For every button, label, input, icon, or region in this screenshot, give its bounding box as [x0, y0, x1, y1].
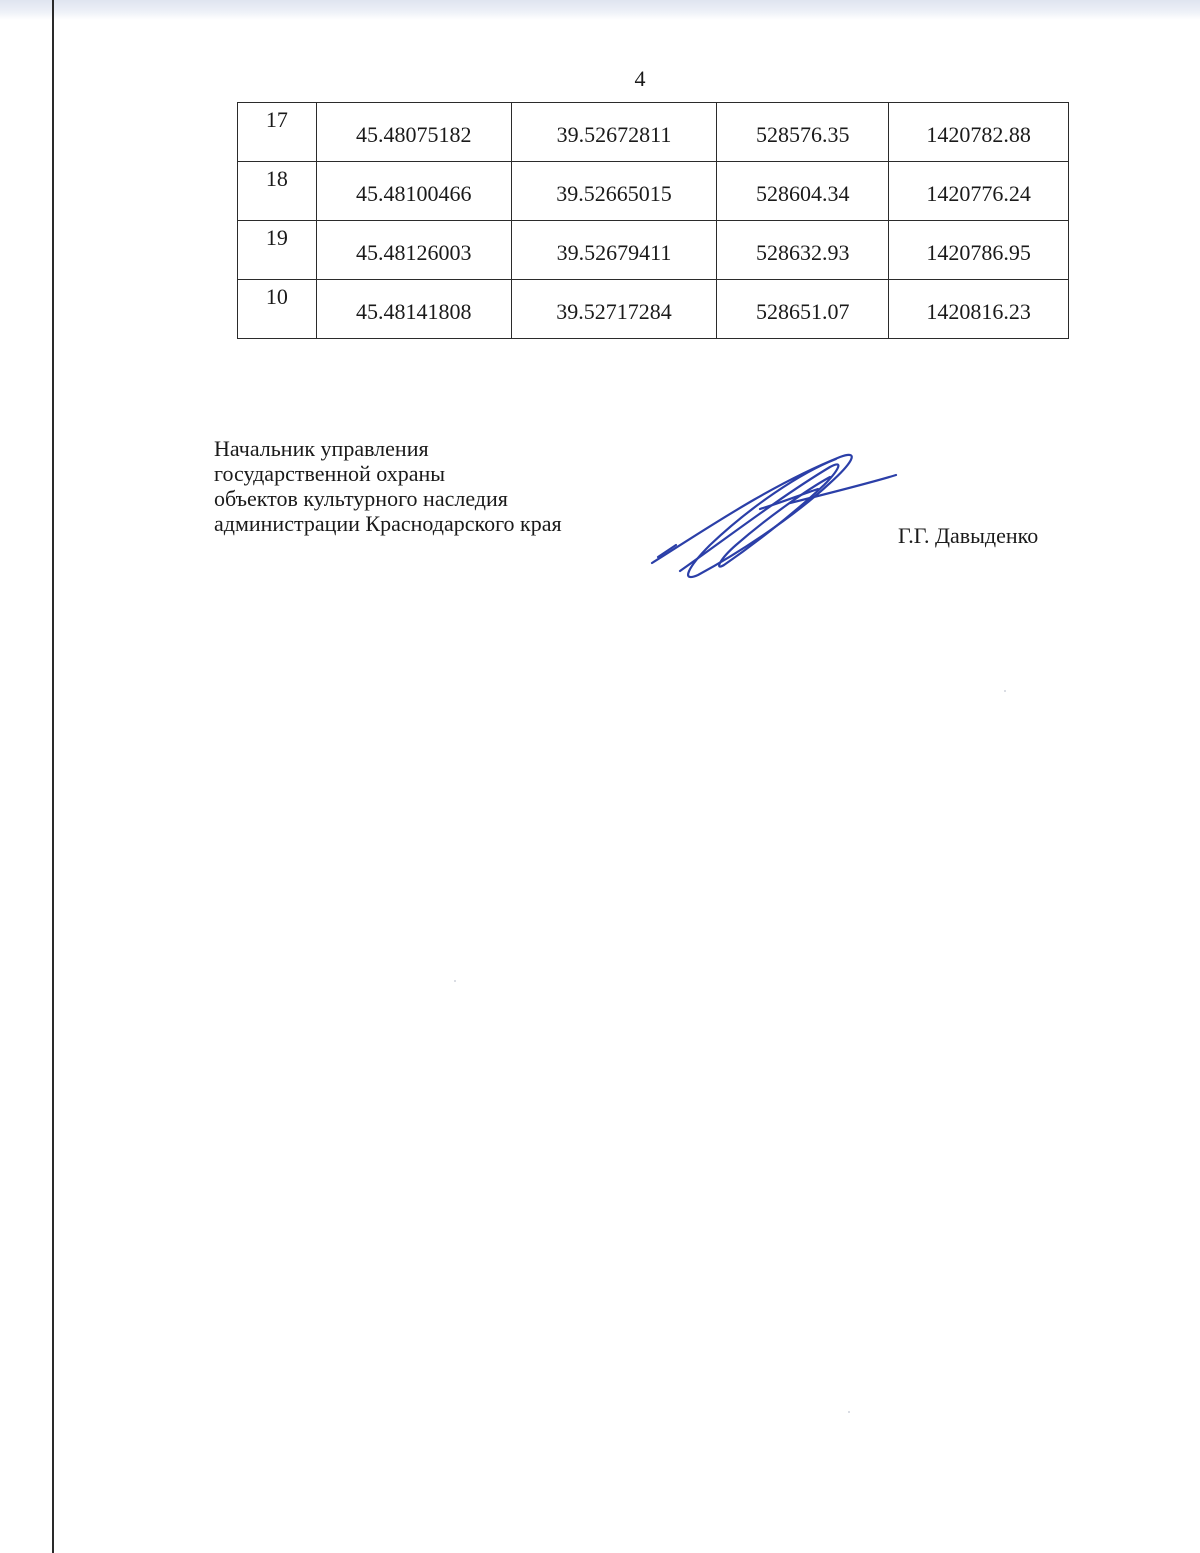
table-cell: 45.48126003	[316, 221, 511, 280]
table-cell: 528604.34	[717, 162, 889, 221]
table-cell: 45.48141808	[316, 280, 511, 339]
table-cell: 1420776.24	[889, 162, 1069, 221]
table-cell: 1420786.95	[889, 221, 1069, 280]
signatory-title-line: администрации Краснодарского края	[214, 511, 562, 536]
scan-top-band	[0, 0, 1200, 20]
point-number: 19	[238, 221, 317, 280]
table-cell: 45.48100466	[316, 162, 511, 221]
coordinates-table	[237, 102, 1069, 339]
scan-speck	[848, 1411, 850, 1413]
point-number: 10	[238, 280, 317, 339]
signatory-title-line: государственной охраны	[214, 461, 446, 486]
table-cell: 528576.35	[717, 103, 889, 162]
table-cell: 528632.93	[717, 221, 889, 280]
handwritten-signature	[640, 445, 900, 585]
scan-speck	[1004, 690, 1006, 692]
table-cell: 39.52679411	[511, 221, 717, 280]
table-cell: 39.52672811	[511, 103, 717, 162]
table-cell: 39.52665015	[511, 162, 717, 221]
scan-speck	[454, 980, 456, 982]
table-row	[238, 221, 1069, 280]
point-number: 17	[238, 103, 317, 162]
signatory-title	[214, 436, 562, 536]
table-row	[238, 162, 1069, 221]
table-row	[238, 280, 1069, 339]
signatory-title-line: Начальник управления	[214, 436, 429, 461]
table-cell: 1420782.88	[889, 103, 1069, 162]
table-cell: 39.52717284	[511, 280, 717, 339]
signatory-name: Г.Г. Давыденко	[898, 523, 1039, 548]
table-cell: 528651.07	[717, 280, 889, 339]
table-row	[238, 103, 1069, 162]
table-cell: 45.48075182	[316, 103, 511, 162]
point-number: 18	[238, 162, 317, 221]
table-cell: 1420816.23	[889, 280, 1069, 339]
signature-strokes	[652, 455, 896, 577]
signatory-title-line: объектов культурного наследия	[214, 486, 508, 511]
scan-left-edge	[52, 0, 54, 1553]
page-number: 4	[634, 66, 646, 91]
